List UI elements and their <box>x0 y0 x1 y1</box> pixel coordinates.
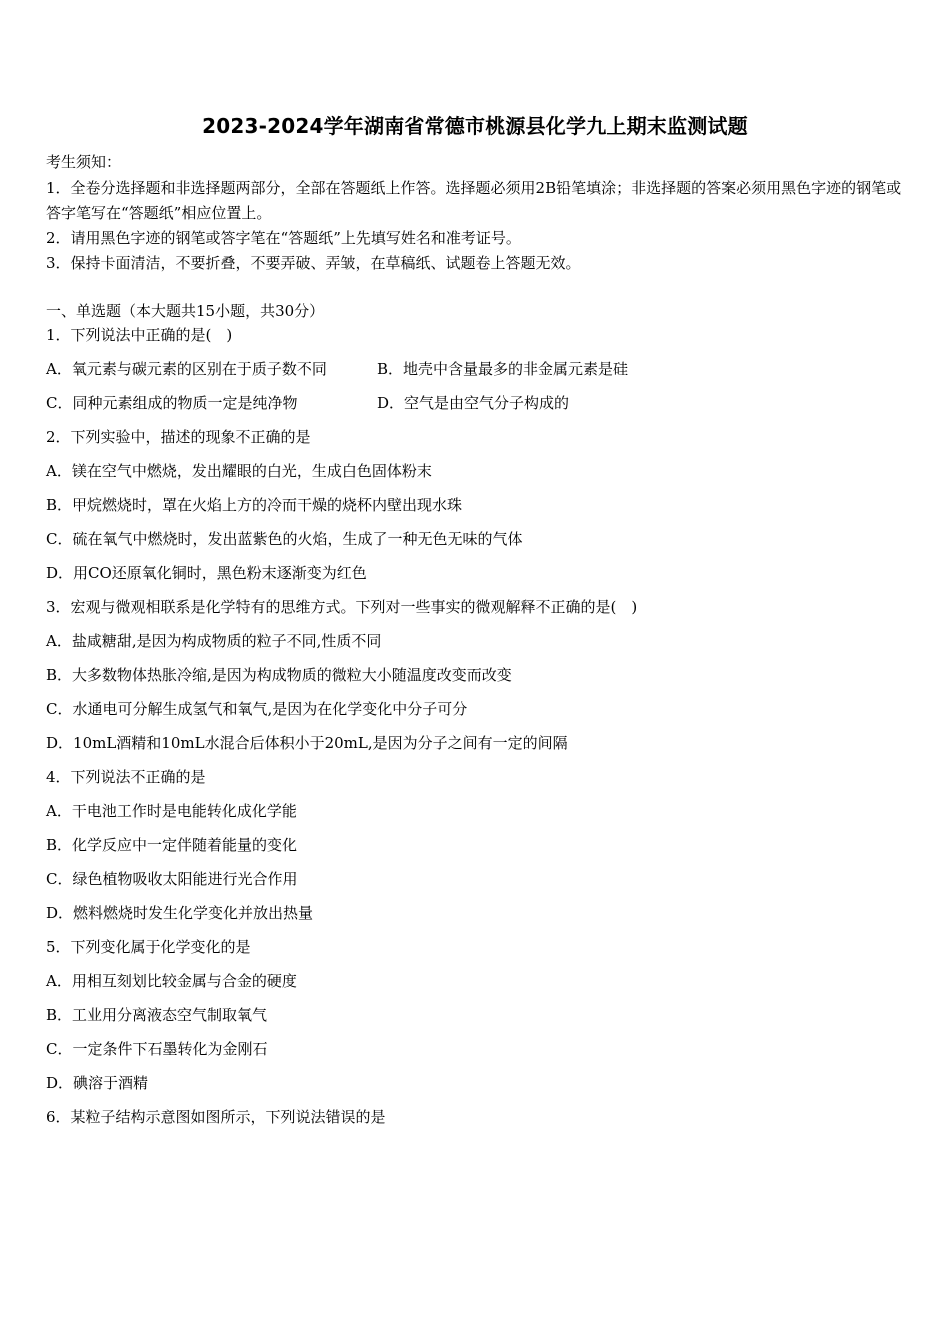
option-b: B．地壳中含量最多的非金属元素是硅 <box>377 360 629 378</box>
question-stem: 4．下列说法不正确的是 <box>46 768 206 786</box>
option-d: D．用CO还原氧化铜时，黑色粉末逐渐变为红色 <box>46 564 367 582</box>
option-a: A．氧元素与碳元素的区别在于质子数不同 <box>46 360 327 378</box>
question-stem: 2．下列实验中，描述的现象不正确的是 <box>46 428 311 446</box>
option-d: D．空气是由空气分子构成的 <box>377 394 570 412</box>
notice-item: 1．全卷分选择题和非选择题两部分，全部在答题纸上作答。选择题必须用2B铅笔填涂；非选择题的答案必须用黑色字迹的钢笔或答字笔写在“答题纸”相应位置上。 <box>46 179 902 222</box>
option-a: A．用相互刻划比较金属与合金的硬度 <box>46 972 297 990</box>
option-a: A．盐咸糖甜,是因为构成物质的粒子不同,性质不同 <box>46 632 382 650</box>
notice-item: 2．请用黑色字迹的钢笔或答字笔在“答题纸”上先填写姓名和准考证号。 <box>46 229 521 247</box>
option-row <box>46 358 904 392</box>
option-b: B．大多数物体热胀冷缩,是因为构成物质的微粒大小随温度改变而改变 <box>46 666 512 684</box>
option-a: A．干电池工作时是电能转化成化学能 <box>46 802 297 820</box>
question-stem: 1．下列说法中正确的是( ) <box>46 326 233 344</box>
notice-list <box>46 176 904 276</box>
option-row <box>46 392 904 426</box>
question-stem: 3．宏观与微观相联系是化学特有的思维方式。下列对一些事实的微观解释不正确的是( ) <box>46 598 638 616</box>
notice-item: 3．保持卡面清洁，不要折叠，不要弄破、弄皱，在草稿纸、试题卷上答题无效。 <box>46 254 581 272</box>
option-a: A．镁在空气中燃烧，发出耀眼的白光，生成白色固体粉末 <box>46 462 432 480</box>
section-heading: 一、单选题（本大题共15小题，共30分） <box>46 302 325 320</box>
option-b: B．化学反应中一定伴随着能量的变化 <box>46 836 298 854</box>
option-c: C．同种元素组成的物质一定是纯净物 <box>46 394 298 412</box>
option-c: C．水通电可分解生成氢气和氧气,是因为在化学变化中分子可分 <box>46 700 468 718</box>
question-stem: 5．下列变化属于化学变化的是 <box>46 938 251 956</box>
option-c: C．硫在氧气中燃烧时，发出蓝紫色的火焰，生成了一种无色无味的气体 <box>46 530 523 548</box>
option-c: C．绿色植物吸收太阳能进行光合作用 <box>46 870 298 888</box>
option-b: B．甲烷燃烧时，罩在火焰上方的冷而干燥的烧杯内壁出现水珠 <box>46 496 463 514</box>
option-b: B．工业用分离液态空气制取氧气 <box>46 1006 268 1024</box>
question-stem: 6．某粒子结构示意图如图所示，下列说法错误的是 <box>46 1108 386 1126</box>
option-d: D．10mL酒精和10mL水混合后体积小于20mL,是因为分子之间有一定的间隔 <box>46 734 568 752</box>
option-d: D．燃料燃烧时发生化学变化并放出热量 <box>46 904 314 922</box>
page-title: 2023-2024学年湖南省常德市桃源县化学九上期末监测试题 <box>202 114 748 138</box>
question-list <box>46 324 904 1140</box>
notice-heading: 考生须知： <box>46 153 122 171</box>
option-d: D．碘溶于酒精 <box>46 1074 149 1092</box>
option-c: C．一定条件下石墨转化为金刚石 <box>46 1040 268 1058</box>
